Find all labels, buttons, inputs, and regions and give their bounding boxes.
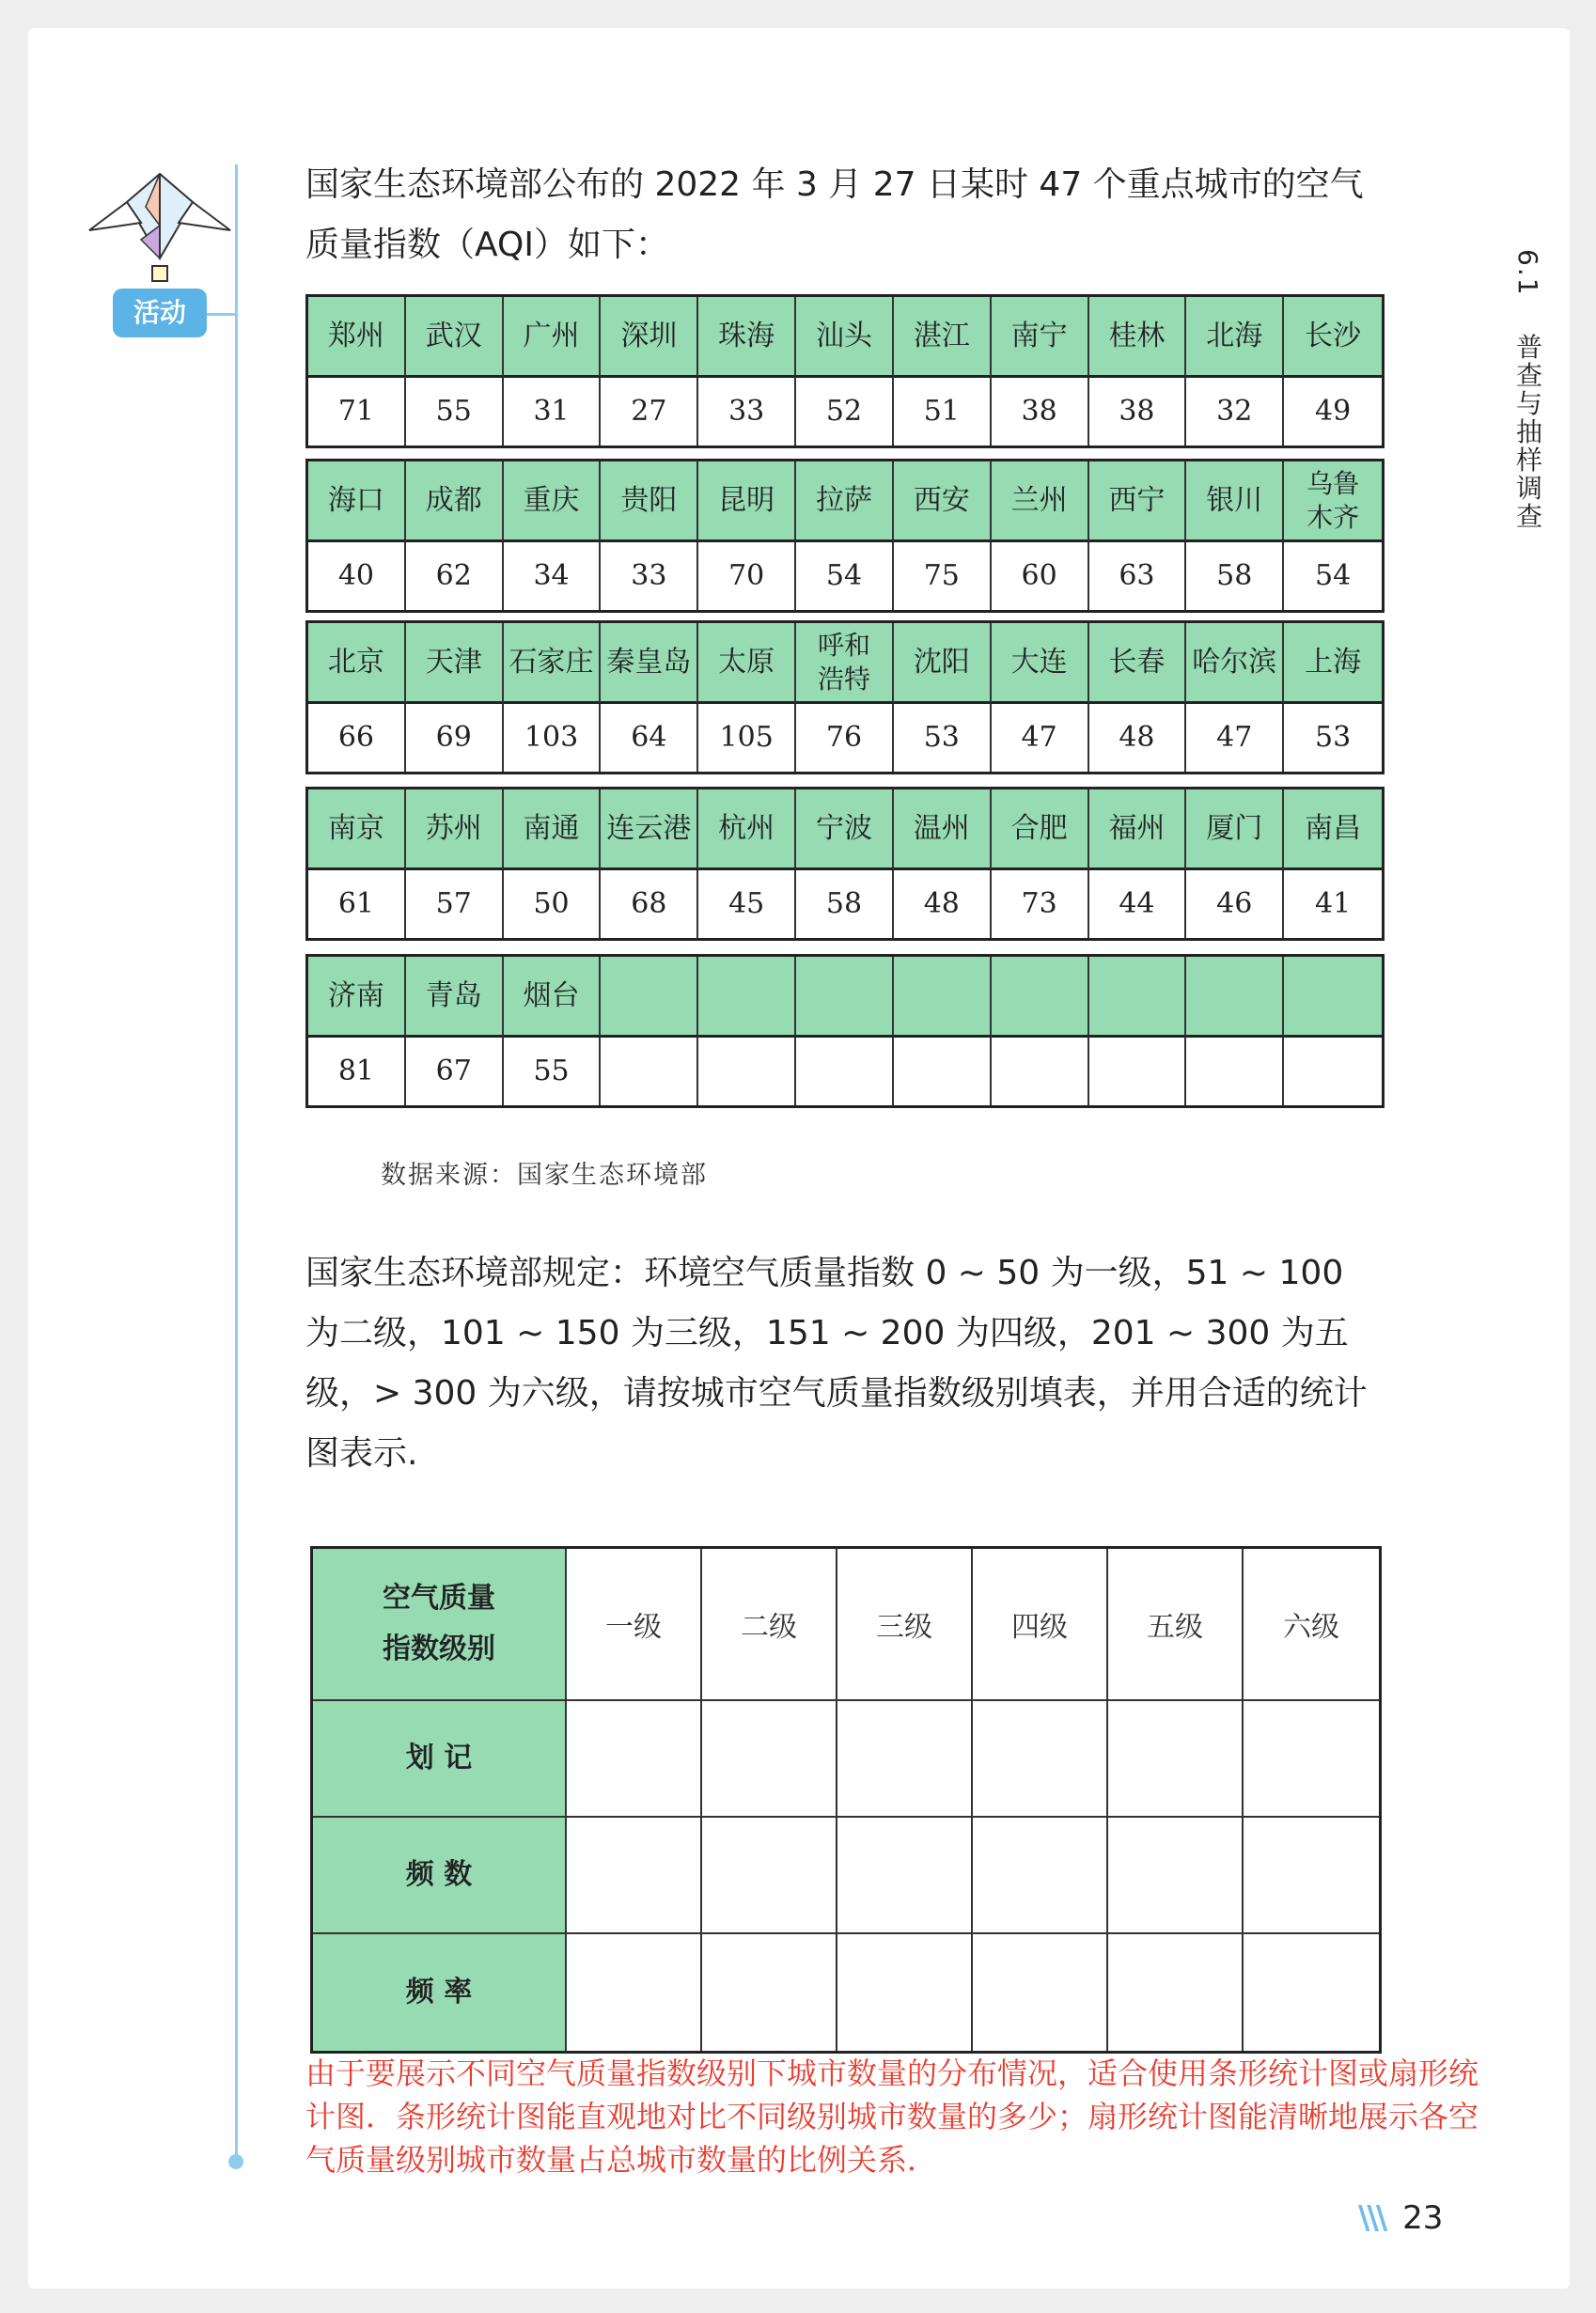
city-name-cell (698, 957, 796, 1038)
city-name-cell: 天津 (406, 623, 504, 704)
aqi-value-cell: 76 (796, 704, 894, 772)
tally-cell[interactable] (837, 1701, 973, 1818)
city-name-cell: 广州 (504, 297, 602, 378)
aqi-value-cell: 58 (1186, 542, 1284, 610)
city-name-cell: 南通 (504, 789, 602, 870)
aqi-table-block (305, 620, 1385, 774)
aqi-value-cell: 54 (1284, 542, 1382, 610)
aqi-value-cell: 44 (1089, 870, 1187, 938)
rate-cell[interactable] (1108, 1934, 1244, 2051)
city-name-cell: 福州 (1089, 789, 1187, 870)
city-name-cell: 秦皇岛 (601, 623, 698, 704)
level-header: 一级 (567, 1549, 702, 1701)
city-name-cell: 湛江 (894, 297, 992, 378)
aqi-value-cell: 46 (1186, 870, 1284, 938)
rate-cell[interactable] (973, 1934, 1108, 2051)
city-name-cell: 青岛 (406, 957, 504, 1038)
city-name-cell: 连云港 (601, 789, 698, 870)
aqi-table-block (305, 294, 1385, 448)
city-name-cell: 成都 (406, 461, 504, 542)
aqi-value-cell: 54 (796, 542, 894, 610)
tally-cell[interactable] (973, 1701, 1108, 1818)
city-name-cell (601, 957, 698, 1038)
count-cell[interactable] (973, 1818, 1108, 1934)
city-name-cell (992, 957, 1089, 1038)
tally-row-label: 划 记 (313, 1701, 567, 1818)
level-header: 三级 (837, 1549, 973, 1701)
margin-dot (228, 2154, 243, 2169)
city-name-cell: 厦门 (1186, 789, 1284, 870)
aqi-value-cell: 58 (796, 870, 894, 938)
city-name-cell: 合肥 (992, 789, 1089, 870)
city-name-cell: 大连 (992, 623, 1089, 704)
aqi-value-cell (992, 1038, 1089, 1105)
city-name-cell (1089, 957, 1187, 1038)
level-header: 六级 (1244, 1549, 1379, 1701)
aqi-value-cell: 81 (308, 1038, 406, 1105)
city-name-cell: 石家庄 (504, 623, 602, 704)
city-name-cell: 珠海 (698, 297, 796, 378)
aqi-value-cell: 45 (698, 870, 796, 938)
city-name-cell: 南京 (308, 789, 406, 870)
source-note: 数据来源：国家生态环境部 (381, 1161, 708, 1190)
page-number (1358, 2199, 1443, 2237)
margin-connector (207, 313, 235, 316)
city-name-cell (796, 957, 894, 1038)
city-name-cell: 呼和 浩特 (796, 623, 894, 704)
aqi-value-cell: 41 (1284, 870, 1382, 938)
city-name-cell: 上海 (1284, 623, 1382, 704)
city-name-cell: 西宁 (1089, 461, 1187, 542)
margin-line (235, 164, 238, 2162)
aqi-value-cell: 34 (504, 542, 602, 610)
rate-cell[interactable] (567, 1934, 702, 2051)
frequency-table (310, 1546, 1382, 2054)
tally-cell[interactable] (567, 1701, 702, 1818)
aqi-value-cell: 27 (601, 378, 698, 445)
aqi-value-cell (796, 1038, 894, 1105)
city-name-cell: 南昌 (1284, 789, 1382, 870)
aqi-value-cell (1186, 1038, 1284, 1105)
aqi-value-cell: 55 (504, 1038, 602, 1105)
city-name-cell: 贵阳 (601, 461, 698, 542)
aqi-value-cell: 60 (992, 542, 1089, 610)
level-header-cell: 空气质量 指数级别 (313, 1549, 567, 1701)
city-name-cell: 苏州 (406, 789, 504, 870)
aqi-value-cell (894, 1038, 992, 1105)
city-name-cell: 温州 (894, 789, 992, 870)
page-stripes-icon: \\\ (1358, 2199, 1385, 2237)
intro-paragraph: 国家生态环境部公布的 2022 年 3 月 27 日某时 47 个重点城市的空气质量指数（AQI）如下： (305, 165, 1364, 264)
aqi-value-cell: 75 (894, 542, 992, 610)
level-header: 二级 (702, 1549, 837, 1701)
city-name-cell: 郑州 (308, 297, 406, 378)
rate-cell[interactable] (702, 1934, 837, 2051)
city-name-cell: 北京 (308, 623, 406, 704)
aqi-value-cell: 38 (1089, 378, 1187, 445)
city-name-cell: 银川 (1186, 461, 1284, 542)
city-name-cell: 桂林 (1089, 297, 1187, 378)
city-name-cell: 海口 (308, 461, 406, 542)
aqi-value-cell: 47 (1186, 704, 1284, 772)
aqi-value-cell: 38 (992, 378, 1089, 445)
tally-cell[interactable] (1244, 1701, 1379, 1818)
city-name-cell: 长春 (1089, 623, 1187, 704)
city-name-cell: 重庆 (504, 461, 602, 542)
city-name-cell: 汕头 (796, 297, 894, 378)
aqi-value-cell: 62 (406, 542, 504, 610)
aqi-value-cell: 69 (406, 704, 504, 772)
tally-cell[interactable] (702, 1701, 837, 1818)
count-cell[interactable] (567, 1818, 702, 1934)
aqi-value-cell: 31 (504, 378, 602, 445)
city-name-cell: 乌鲁 木齐 (1284, 461, 1382, 542)
city-name-cell: 拉萨 (796, 461, 894, 542)
city-name-cell: 深圳 (601, 297, 698, 378)
page-number-value: 23 (1402, 2199, 1444, 2237)
aqi-value-cell: 49 (1284, 378, 1382, 445)
level-header: 五级 (1108, 1549, 1244, 1701)
aqi-value-cell: 66 (308, 704, 406, 772)
aqi-table-block (305, 954, 1385, 1108)
city-name-cell: 武汉 (406, 297, 504, 378)
city-name-cell: 西安 (894, 461, 992, 542)
answer-text: 由于要展示不同空气质量指数级别下城市数量的分布情况，适合使用条形统计图或扇形统计图．条形统计图能直观地对比不同级别城市数量的多少；扇形统计图能清晰地展示各空气质量级别城市数量占总城市数量的比例关系． (305, 2055, 1479, 2178)
aqi-value-cell: 48 (1089, 704, 1187, 772)
aqi-value-cell: 64 (601, 704, 698, 772)
section-number: 6.1 (1512, 249, 1543, 297)
city-name-cell: 昆明 (698, 461, 796, 542)
aqi-value-cell: 53 (894, 704, 992, 772)
aqi-table-block (305, 459, 1385, 613)
rate-cell[interactable] (1244, 1934, 1379, 2051)
city-name-cell: 北海 (1186, 297, 1284, 378)
aqi-value-cell: 48 (894, 870, 992, 938)
aqi-value-cell: 71 (308, 378, 406, 445)
rule-paragraph: 国家生态环境部规定：环境空气质量指数 0 ~ 50 为一级，51 ~ 100 为二级，101 ~ 150 为三级，151 ~ 200 为四级，201 ~ 300 为五级，> 300 为六级，请按城市空气质量指数级别填表，并用合适的统计图表示. (305, 1254, 1368, 1473)
aqi-value-cell (1284, 1038, 1382, 1105)
count-cell[interactable] (1108, 1818, 1244, 1934)
city-name-cell (894, 957, 992, 1038)
aqi-value-cell: 61 (308, 870, 406, 938)
aqi-value-cell: 73 (992, 870, 1089, 938)
rate-row-label: 频 率 (313, 1934, 567, 2051)
aqi-table-block (305, 787, 1385, 941)
aqi-value-cell (1089, 1038, 1187, 1105)
aqi-value-cell: 63 (1089, 542, 1187, 610)
side-section-label (1509, 249, 1546, 550)
aqi-value-cell: 68 (601, 870, 698, 938)
count-row-label: 频 数 (313, 1818, 567, 1934)
city-name-cell: 沈阳 (894, 623, 992, 704)
city-name-cell: 杭州 (698, 789, 796, 870)
aqi-value-cell: 52 (796, 378, 894, 445)
aqi-value-cell: 51 (894, 378, 992, 445)
count-cell[interactable] (702, 1818, 837, 1934)
aqi-value-cell (698, 1038, 796, 1105)
aqi-value-cell: 70 (698, 542, 796, 610)
aqi-value-cell: 53 (1284, 704, 1382, 772)
aqi-value-cell: 105 (698, 704, 796, 772)
level-header: 四级 (973, 1549, 1108, 1701)
aqi-value-cell: 40 (308, 542, 406, 610)
aqi-value-cell: 50 (504, 870, 602, 938)
aqi-value-cell: 32 (1186, 378, 1284, 445)
city-name-cell: 太原 (698, 623, 796, 704)
kite-icon (85, 164, 235, 287)
section-title: 普查与抽样调查 (1512, 333, 1543, 531)
tally-cell[interactable] (1108, 1701, 1244, 1818)
rate-cell[interactable] (837, 1934, 973, 2051)
aqi-value-cell: 57 (406, 870, 504, 938)
city-name-cell: 南宁 (992, 297, 1089, 378)
count-cell[interactable] (837, 1818, 973, 1934)
aqi-value-cell (601, 1038, 698, 1105)
activity-badge: 活动 (113, 289, 207, 337)
aqi-value-cell: 55 (406, 378, 504, 445)
city-name-cell: 烟台 (504, 957, 602, 1038)
aqi-value-cell: 33 (601, 542, 698, 610)
count-cell[interactable] (1244, 1818, 1379, 1934)
city-name-cell: 哈尔滨 (1186, 623, 1284, 704)
city-name-cell: 宁波 (796, 789, 894, 870)
aqi-value-cell: 103 (504, 704, 602, 772)
aqi-value-cell: 47 (992, 704, 1089, 772)
city-name-cell: 济南 (308, 957, 406, 1038)
city-name-cell (1186, 957, 1284, 1038)
city-name-cell: 长沙 (1284, 297, 1382, 378)
city-name-cell: 兰州 (992, 461, 1089, 542)
aqi-value-cell: 33 (698, 378, 796, 445)
city-name-cell (1284, 957, 1382, 1038)
aqi-value-cell: 67 (406, 1038, 504, 1105)
